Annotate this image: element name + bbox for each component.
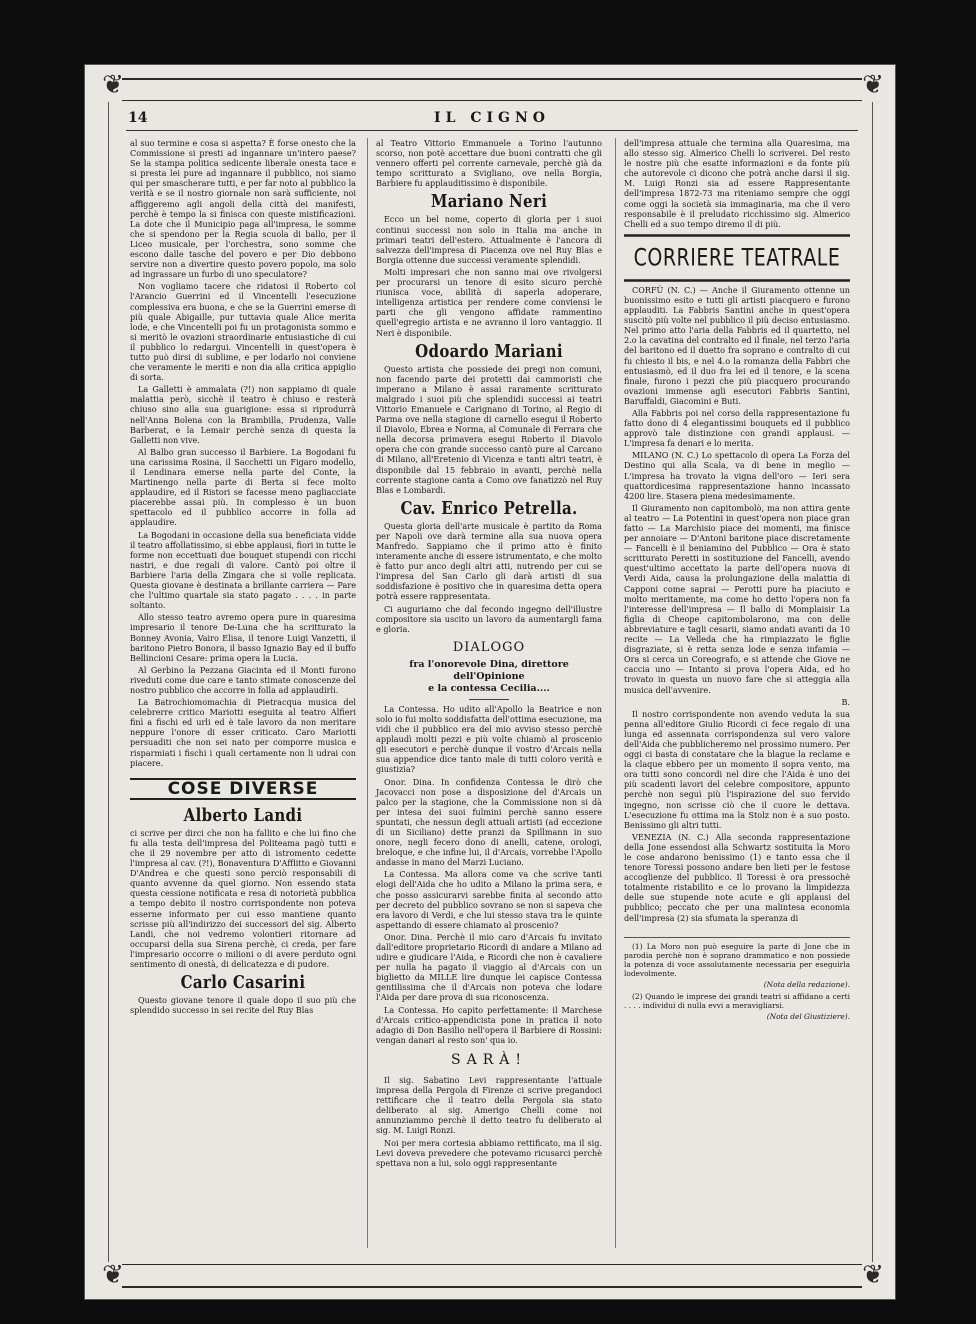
article-heading-landi: Alberto Landi <box>183 804 303 826</box>
column-3 <box>624 138 850 1023</box>
journal-title: IL CIGNO <box>434 110 550 126</box>
footnote-signature: (Nota della redazione). <box>763 980 850 990</box>
paragraph: ci scrive per dirci che non ha fallito e che lui fino che fu alla testa dell'impresa del Politeama pagò tutti e che il 29 novembre per atto di istromento cedette l'impresa al cav. (?!), Bonaventura D'Afflitto e Giovanni D'Andrea e che questi sono perciò responsabili di quanto avvenne da quel giorno. Non essendo stata questa cessione notificata e resa di notorietà pubblica a tempo debito il nostro corrispondente non poteva esserne informato per cui esso mantiene quanto scrisse più all'indirizzo dei successori del sig. Alberto Landi, che noi vedremo volontieri ritornare ad occuparsi della sua Sirena perchè, ci creda, per fare l'impresario occorre o milioni o di avere perduto ogni sentimento di onestà, di delicatezza e di pudore. <box>130 827 356 970</box>
footnote: (2) Quando le imprese dei grandi teatri si affidano a certi . . . . individui di nulla evvi a meravigliarsi. <box>624 991 850 1010</box>
paragraph: La Bogodani in occasione della sua beneficiata vidde il teatro affollatissimo, si ebbe applausi, fiori in tutte le forme non eccettuati due bouquet stupendi con ricchi nastri, e due regali di valore. Cantò poi oltre il Barbiere l'aria della Zingara che si volle replicata. Questa giovane è destinata a brillante carriera — Pare che l'ultimo quartale sia stato pagato . . . . in parte soltanto. <box>130 529 356 611</box>
column-divider <box>367 138 368 1248</box>
newspaper-page <box>84 64 896 1300</box>
signature: B. <box>841 696 850 707</box>
paragraph: Non vogliamo tacere che ridatosi il Roberto col l'Arancio Guerrini ed il Vincentelli l'esecuzione complessiva era buona, e che se la Guerrini emerse di più quale Abigaille, pur tuttavia quale Alice merita lode, e che Vincentelli poi fu un protagonista sommo e si meritò le ovazioni straordinarie entusiastiche di cui il pubblico lo redargui. Vincentelli in quest'opera è tutto può dirsi di sublime, e per lodarlo noi conviene che veramente le meriti e non dia alla critica appiglio di sorta. <box>130 281 356 383</box>
page-header <box>126 106 858 131</box>
paragraph: Ecco un bel nome, coperto di gloria per i suoi continui successi non solo in Italia ma anche in primari teatri dell'estero. Attualmente è l'ancora di salvezza dell'impresa di Piacenza ove nel Ruy Blas e Borgia ottenne due successi veramente splendidi. <box>376 214 602 265</box>
article-heading-dialogo: DIALOGO <box>452 639 526 655</box>
footnote: (1) La Moro non può eseguire la parte di Jone che in parodia perchè non è soprano drammatico e non possiede la potenza di voce assolutamente necessaria per eseguirla lodevolmente. <box>624 941 850 979</box>
paragraph: Allo stesso teatro avremo opera pure in quaresima impresario il tenore De-Luna che ha scritturato la Bonney Avonia, Vairo Elisa, il tenore Luigi Vanzetti, il baritono Pietro Bonora, il basso Ignazio Bay ed il buffo Bellincioni Cesare: prima opera la Lucia. <box>130 612 356 663</box>
paragraph: Noi per mera cortesia abbiamo rettificato, ma il sig. Levi doveva prevedere che potevamo ricusarci perchè spettava non a lui, solo oggi rappresentante <box>376 1137 602 1168</box>
column-2 <box>376 138 602 1170</box>
paragraph: VENEZIA (N. C.) Alla seconda rappresentazione della Jone essendosi alla Schwartz sostituita la Moro le cose andarono benissimo (1) e tanto essa che il tenore Toressi possono andare ben lieti per le festose accoglienze del pubblico. Il Toressi è ora pressochè totalmente ristabilito e ce lo provano la limpidezza delle sue stupende note acute e gli applausi del pubblico; peccato che per una malintesa economia dell'impresa (2) sia sfumata la speranza di <box>624 831 850 923</box>
ornament-corner-icon: ❦ <box>102 1260 124 1290</box>
article-heading-mariani: Odoardo Mariani <box>415 339 563 362</box>
paragraph: Ci auguriamo che dal fecondo ingegno dell'illustre compositore sia uscito un lavoro da aumentargli fama e gloria. <box>376 603 602 634</box>
separator <box>469 699 509 700</box>
paragraph: dell'impresa attuale che termina alla Quaresima, ma allo stesso sig. Almerico Chelli lo scriverei. Del resto le nostre più che esatte informazioni e da fonte più che autorevole ci dicono che potrà anche darsi il sig. M. Luigi Ronzi sia ad essere Rappresentante dell'impresa 1872-73 ma riteniamo sempre che oggi come oggi la società sia immaginaria, ma che il vero responsabile è il preludato ricchissimo sig. Almerico Chelli ed a suo tempo diremo il di più. <box>624 138 850 229</box>
paragraph: Al Balbo gran successo il Barbiere. La Bogodani fu una carissima Rosina, il Sacchetti un Figaro modello, il Lendinara emerse nella parte del Conte, la Martinengo nella parte di Berta si fece molto applaudire, ed il Ristori se facesse meno pagliacciate piacerebbe assai più. In complesso è un buon spettacolo ed il pubblico accorre in folla ad applaudire. <box>130 446 356 528</box>
section-title-corriere-teatrale: CORRIERE TEATRALE <box>624 234 850 282</box>
paragraph: Questo artista che possiede dei pregi non comuni, non facendo parte dei protetti dai cammoristi che imperano a Milano è assai raramente scritturato malgrado i suoi più che splendidi successi ai teatri Vittorio Emanuele e Carignano di Torino, al Regio di Parma ove nella stagione di carnello esegui il Roberto il Diavolo, Ebrea e Norma, al Comunale di Ferrara che nella decorsa primavera esegui Roberto il Diavolo opera che con grande successo cantò pure al Carcano di Milano, all'Eretenio di Vicenza e tanti altri teatri, è disponibile dal 15 febbraio in avanti, perchè nella corrente stagione canta a Como ove fanatizzò nel Ruy Blas e Lombardi. <box>376 363 602 495</box>
paragraph: Il sig. Sabatino Levi rappresentante l'attuale impresa della Pergola di Firenze ci scrive pregandoci rettificare che il teatro della Pergola sia stato deliberato al sig. Amerigo Chelli come noi annunziammo perchè il detto teatro fu deliberato al sig. M. Luigi Ronzi. <box>376 1074 602 1136</box>
paragraph: Molti impresari che non sanno mai ove rivolgersi per procurarsi un tenore di esito sicuro perchè riunisca voce, abilità di saperla adoperare, intelligenza artistica per rendere come conviensi le parti che gli vengono affidate rammentino quell'egregio artista e ne avranno il loro vantaggio. Il Neri è disponibile. <box>376 266 602 338</box>
dialogue-line: Onor. Dina. In confidenza Contessa le dirò che Jacovacci non pose a disposizione del d'Arcais un palco per la stagione, che la Commissione non si dà per intesa dei suoi fulmini perchè sanno essere spuntati, che nessun degli attuali artisti (ad eccezione di un Siciliano) dette pranzi da Spillmann in suo onore, negli fecero dono di anelli, catene, orologi, breloque, e che infine lui, il d'Arcais, vorrebbe l'Apollo andasse in mano del Marzi Luciano. <box>376 776 602 868</box>
frame-right-rule <box>872 102 873 1262</box>
paragraph: Al Gerbino la Pezzana Giacinta ed il Monti furono riveduti come due care e tanto stimate conoscenze del nostro pubblico che accorre in folla ad applaudirli. <box>130 664 356 695</box>
paragraph: CORFÙ (N. C.) — Anche il Giuramento ottenne un buonissimo esito e tutti gli artisti piacquero e furono applauditi. La Fabbris Santini anche in quest'opera suscitò più volte nel pubblico il più deciso entusiasmo. Nel primo atto l'aria della Fabbris ed il quartetto, nel 2.o la cavatina del contralto ed il finale, nel terzo l'aria del baritono ed il duetto fra soprano e contralto di cui fu chiesto il bis, e nel 4.o la romanza della Fabbri che entusiasmò, ed il duo fra lei ed il tenore, e la scena finale, furono i pezzi che più piacquero procurando ovazioni immense agli esecutori Fabbris Santini, Baruffaldi, Giacomini e Buti. <box>624 284 850 406</box>
article-heading-petrella: Cav. Enrico Petrella. <box>400 497 578 519</box>
dialogue-line: La Contessa. Ma allora come va che scrive tanti elogi dell'Aida che ho udito a Milano la prima sera, e che posso assicurarvi sarebbe finita al secondo atto per decreto del pubblico sovrano se non si sapeva che era lavoro di Verdi, e che lui stesso stava tra le quinte aspettando di essere chiamato al proscenio? <box>376 869 602 930</box>
article-heading-casarini: Carlo Casarini <box>180 971 306 993</box>
paragraph: La Galletti è ammalata (?!) non sappiamo di quale malattia però, sicchè il teatro è chiuso e resterà chiuso sino alla sua guarigione: essa si riprodurrà nell'Anna Bolena con la Brambilla, Prudenza, Valle Barberat, e la Lemair perchè senza di questa la Galletti non vive. <box>130 384 356 445</box>
frame-bottom-rule <box>122 1286 862 1288</box>
frame-top-inner-rule <box>122 100 862 101</box>
frame-top-rule <box>122 78 862 80</box>
article-heading-sara: SARÀ! <box>451 1051 527 1068</box>
paragraph: Il Giuramento non capitombolò, ma non attira gente al teatro — La Potentini in quest'opera non piace gran fatto — La Marchisio piace dei momenti, ma finisce per annoiare — D'Antoni baritone piace discretamente — Fancelli è il beniamino del Pubblico — Ora è stato scritturato Peretti in sostituzione del Fancelli, avendo quest'ultimo accettato la parte dell'opera nuova di Verdi Aida, causa la prolungazione della malattia di Capponi come saprai — Perotti pure ha piaciuto e molto meritamente, ma come ho detto l'opera non fa l'interesse dell'impresa — Il ballo di Momplaisir La figlia di Cheope capitombolarono, ma con delle abbreviature e tagli cesarii, siamo andati avanti da 10 recite — La Velleda che ha rimpiazzato le figlie disgraziate, si è retta senza lode e senza infamia — Ora si cerca un Coreografo, e si attende che Giove ne caccia uno — Intanto si prova l'opera Aida, ed ho trovato in questa un nuovo fare che si atteggia alla musica dell'avvenire. <box>624 502 850 695</box>
paragraph: Questa gloria dell'arte musicale è partito da Roma per Napoli ove darà termine alla sua nuova opera Manfredo. Sappiamo che il primo atto è finito interamente anche di essere istrumentato, e che molto è fatto pur anco degli altri atti, nutrendo per cui se l'impresa del San Carlo gli darà artisti di sua soddisfazione è positivo che in quaresima detta opera potrà essere rappresentata. <box>376 520 602 602</box>
paragraph: al Teatro Vittorio Emmanuele a Torino l'autunno scorso, non potè accettare due buoni contratti che gli vennero offerti pel corrente carnevale, perchè già da tempo scritturato a Svigliano, ove nella Borgia, Barbiere fu applauditissimo è disponibile. <box>376 138 602 189</box>
page-number: 14 <box>128 110 148 126</box>
dialogo-subtitle: fra l'onorevole Dina, direttore dell'Opinione <box>409 658 569 682</box>
dialogo-subtitle: e la contessa Cecilia.... <box>428 682 550 694</box>
article-heading-neri: Mariano Neri <box>430 190 548 213</box>
paragraph: MILANO (N. C.) Lo spettacolo di opera La Forza del Destino qui alla Scala, va di bene in meglio — L'impresa ha trovato la vigna dell'oro — Ieri sera quattordicesima rappresentazione hanno incassato 4200 lire. Stasera piena medesimamente. <box>624 450 850 501</box>
column-1 <box>130 138 356 1017</box>
dialogue-line: La Contessa. Ho capito perfettamente: il Marchese d'Arcais critico-appendicista pone in pratica il noto adagio di Don Basilio nell'opera il Barbiere di Rossini: vengan danari al resto son' qua io. <box>376 1004 602 1045</box>
footnote-signature: (Nota del Giustiziere). <box>766 1012 850 1022</box>
column-divider <box>615 138 616 1248</box>
paragraph: Alla Fabbris poi nel corso della rappresentazione fu fatto dono di 4 elegantissimi bouquets ed il pubblico approvò tale distinzione con grandi applausi. — L'impresa fa denari e lo merita. <box>624 407 850 449</box>
frame-left-rule <box>108 102 109 1262</box>
paragraph: al suo termine e cosa si aspetta? È forse onesto che la Commissione si presti ad ingannare un'intero paese? Se la stampa politica sedicente liberale onesta tace e si presta lei pure ad ingannare il pubblico, noi siamo qui per smascherare tutti, e per far noto al pubblico la verità e se il nostro giornale non sarà sufficiente, noi affiggeremo agli angoli della città dei manifesti, perchè è tempo la si finisca con queste mistificazioni. La dote che il Municipio paga all'impresa, le somme che si spendono per la Regia scuola di ballo, per il Liceo musicale, per l'orchestra, sono somme che escono dalle tasche del povero e per Dio debbono servire non a divertire questo povero popolo, ma solo ad ingrassare un furbo di uno speculatore? <box>130 138 356 280</box>
ornament-corner-icon: ❦ <box>862 70 884 100</box>
paragraph: Il nostro corrispondente non avendo veduta la sua penna all'editore Giulio Ricordi ci fece regalo di una lunga ed assennata corrispondenza sul vero valore dell'Aida che pubblicheremo nel prossimo numero. Per oggi ci basta di constatare che la blague la reclame e la claque ebbero per un momento il sopra vento, ma ora tutti sono concordi nel dire che l'Aida è uno dei più scadenti lavori del celebre compositore, appunto perchè non seguì più l'ispirazione del suo fervido ingegno, non scrisse ciò che il cuore le dettava. L'esecuzione fu ottima ma la Stolz non è a suo posto. Benissimo gli altri tutti. <box>624 708 850 830</box>
section-title-cose-diverse: COSE DIVERSE <box>130 778 356 800</box>
paragraph: Questo giovane tenore il quale dopo il suo più che splendido successo in sei recite del Ruy Blas <box>130 995 356 1016</box>
ornament-corner-icon: ❦ <box>102 70 124 100</box>
ornament-corner-icon: ❦ <box>862 1260 884 1290</box>
dialogue-line: La Contessa. Ho udito all'Apollo la Beatrice e non solo io fui molto soddisfatta dell'ottima esecuzione, ma vidi che il pubblico era del mio avviso stesso perchè applaudì molti pezzi e più volte chiamò al proscenio gli esecutori e perchè dunque il vostro d'Arcais nella sua appendice dice tanto male di tutti coloro verità e giustizia? <box>376 703 602 775</box>
dialogue-line: Onor. Dina. Perchè il mio caro d'Arcais fu invitato dall'editore proprietario Ricordi di andare a Milano ad udire e giudicare l'Aida, e Ricordi che non è cavaliere per nulla ha pagato il viaggio al d'Arcais con un biglietto da MILLE lire dunque lei capisce Contessa gentilissima che il d'Arcais non poteva che lodare l'Aida per dare prova di sua riconoscenza. <box>376 931 602 1003</box>
footnotes <box>624 937 850 1022</box>
paragraph: La Batrochiomomachia di Pietracqua musica del celebrerre critico Mariotti eseguita al teatro Alfieri finì a fischi ed urli ed è tale lavoro da non meritare neppure l'onore di esser criticato. Caro Mariotti persuaditi che non sei nato per comporre musica e risparmiati i fischi i quali certamente non li udrai con piacere. <box>130 697 356 768</box>
frame-bottom-inner-rule <box>122 1264 862 1265</box>
